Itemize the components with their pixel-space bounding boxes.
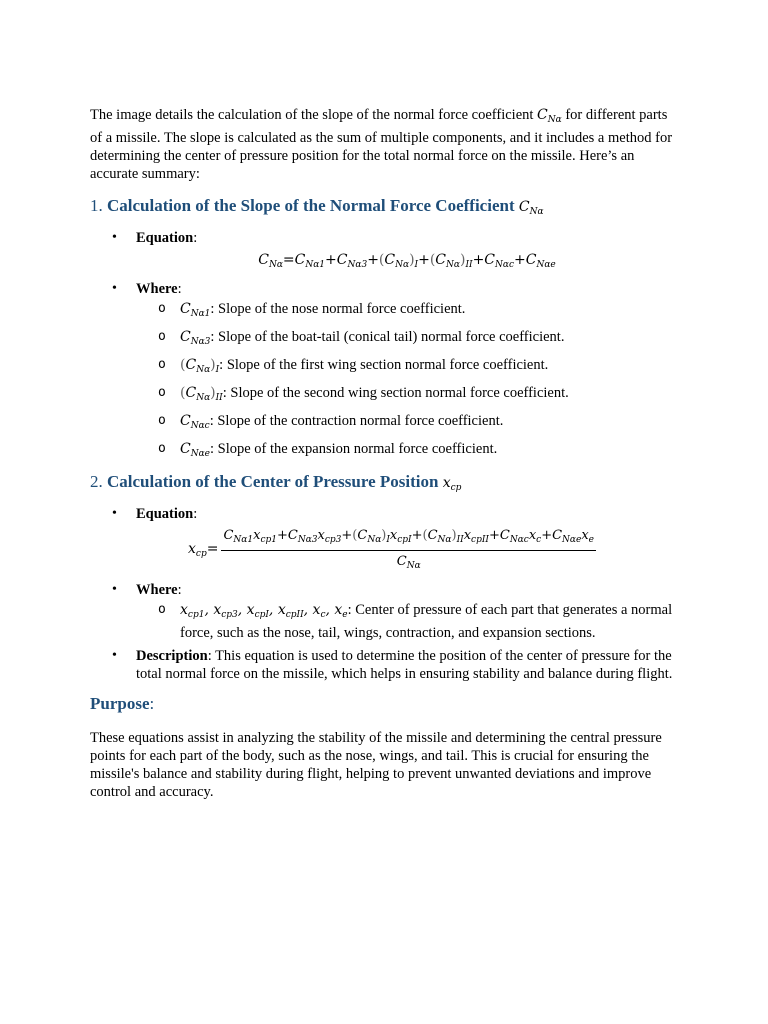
section1-where-label: Where — [136, 281, 178, 297]
section2-defs-list — [136, 601, 678, 642]
def-wing-1: o $(C_{N\alpha})_I$: Slope of the first wing section normal force coefficient. — [90, 356, 678, 379]
section1-heading — [90, 195, 678, 223]
section2-equation-label: Equation — [136, 506, 194, 522]
purpose-heading — [90, 693, 678, 715]
section1-equation-label: Equation — [136, 230, 194, 246]
section2-symbol: $x_{cp}$ — [442, 475, 462, 493]
section1-list — [90, 229, 678, 463]
section2-title: Calculation of the Center of Pressure Position — [107, 472, 439, 491]
section2-description-text: : This equation is used to determine the position of the center of pressure for the total normal force on the missile, which helps in ensuring stability and balance during flight. — [136, 648, 673, 682]
section1-where-item: • Where: o $C_{N\alpha 1}$: Slope of the nose normal force coefficient. o $C_{N\alpha 3}$: Slope of the boat-tail (conical tail) normal force coefficient. o $(C_{N\alpha})_I$: Slope of the first wing section normal force coefficient. o $(C_{N\alpha})_{II}$: Slope of the second wing section normal force coefficient. o $C_{N\alpha c}$: Slope of the contraction normal force coefficient. o $C_{N\alpha e}$: Slope of the expansion normal force coefficient. — [90, 280, 678, 463]
section1-title: Calculation of the Slope of the Normal Force Coefficient — [107, 196, 515, 215]
section2-list — [90, 505, 678, 683]
purpose-title: Purpose — [90, 694, 150, 713]
def-boat-tail: o $C_{N\alpha 3}$: Slope of the boat-tail (conical tail) normal force coefficient. — [90, 328, 678, 351]
section2-where-item: • Where: o $x_{cp1}$, $x_{cp3}$, $x_{cpI}$, $x_{cpII}$, $x_c$, $x_e$: Center of pressure of each part that generates a normal force, such as the nose, tail, wings, contraction, and expansion sections. — [90, 581, 678, 642]
def-nose: o $C_{N\alpha 1}$: Slope of the nose normal force coefficient. — [90, 300, 678, 323]
section1-equation-item: • Equation: $C_{N\alpha}=C_{N\alpha 1}+C_{N\alpha 3}+(C_{N\alpha})_I+(C_{N\alpha})_{II}+C_{N\alpha c}+C_{N\alpha e}$ — [90, 229, 678, 274]
section2-number: 2. — [90, 472, 103, 491]
section1-symbol: $C_{N\alpha}$ — [518, 199, 544, 217]
section2-equation-item: • Equation: $x_{cp}=$ $\frac{C_{N\alpha 1}x_{cp1}+C_{N\alpha 3}x_{cp3}+(C_{N\alpha})_Ix_{cpI}+(C_{N\alpha})_{II}x_{cpII}+C_{N\alpha c}x_c+C_{N\alpha e}x_e}{C_{N\alpha}}$ — [90, 505, 678, 575]
def-contraction: o $C_{N\alpha c}$: Slope of the contraction normal force coefficient. — [90, 412, 678, 435]
section2-heading — [90, 471, 678, 499]
section1-number: 1. — [90, 196, 103, 215]
intro-paragraph — [90, 106, 678, 183]
center-of-pressure-equation: $x_{cp}=$ $\frac{C_{N\alpha 1}x_{cp1}+C_{N\alpha 3}x_{cp3}+(C_{N\alpha})_Ix_{cpI}+(C_{N\alpha})_{II}x_{cpII}+C_{N\alpha c}x_c+C_{N\alpha e}x_e}{C_{N\alpha}}$ — [188, 528, 594, 571]
section1-defs-list — [136, 300, 678, 463]
def-expansion: o $C_{N\alpha e}$: Slope of the expansion normal force coefficient. — [90, 440, 678, 463]
intro-text-before: The image details the calculation of the slope of the normal force coefficient — [90, 107, 534, 123]
def-wing-2: o $(C_{N\alpha})_{II}$: Slope of the second wing section normal force coefficient. — [90, 384, 678, 407]
normal-force-slope-equation: $C_{N\alpha}=C_{N\alpha 1}+C_{N\alpha 3}+(C_{N\alpha})_I+(C_{N\alpha})_{II}+C_{N\alpha c}+C_{N\alpha e}$ — [258, 252, 556, 270]
def-cp-positions: o $x_{cp1}$, $x_{cp3}$, $x_{cpI}$, $x_{cpII}$, $x_c$, $x_e$: Center of pressure of each part that generates a normal force, such as the nose, tail, wings, contraction, and expansion sections. — [90, 601, 678, 642]
section2-description-item — [90, 647, 678, 683]
purpose-colon: : — [149, 694, 155, 713]
intro-text-after: for different parts of a missile. The slope is calculated as the sum of multiple components, and it includes a method for determining the center of pressure position for the total normal force on the missile. Here’s an accurate summary: — [90, 107, 673, 182]
purpose-paragraph: These equations assist in analyzing the stability of the missile and determining the central pressure points for each part of the body, such as the nose, wings, and tail. This is crucial for ensuring the missile's balance and stability during flight, helping to prevent unwanted deviations and improve control and accuracy. — [90, 730, 662, 800]
section2-description-label: Description — [136, 648, 208, 664]
document-page — [90, 106, 678, 801]
c-n-alpha-symbol: $C_{N\alpha}$ — [537, 107, 562, 125]
section2-where-label: Where — [136, 582, 178, 598]
